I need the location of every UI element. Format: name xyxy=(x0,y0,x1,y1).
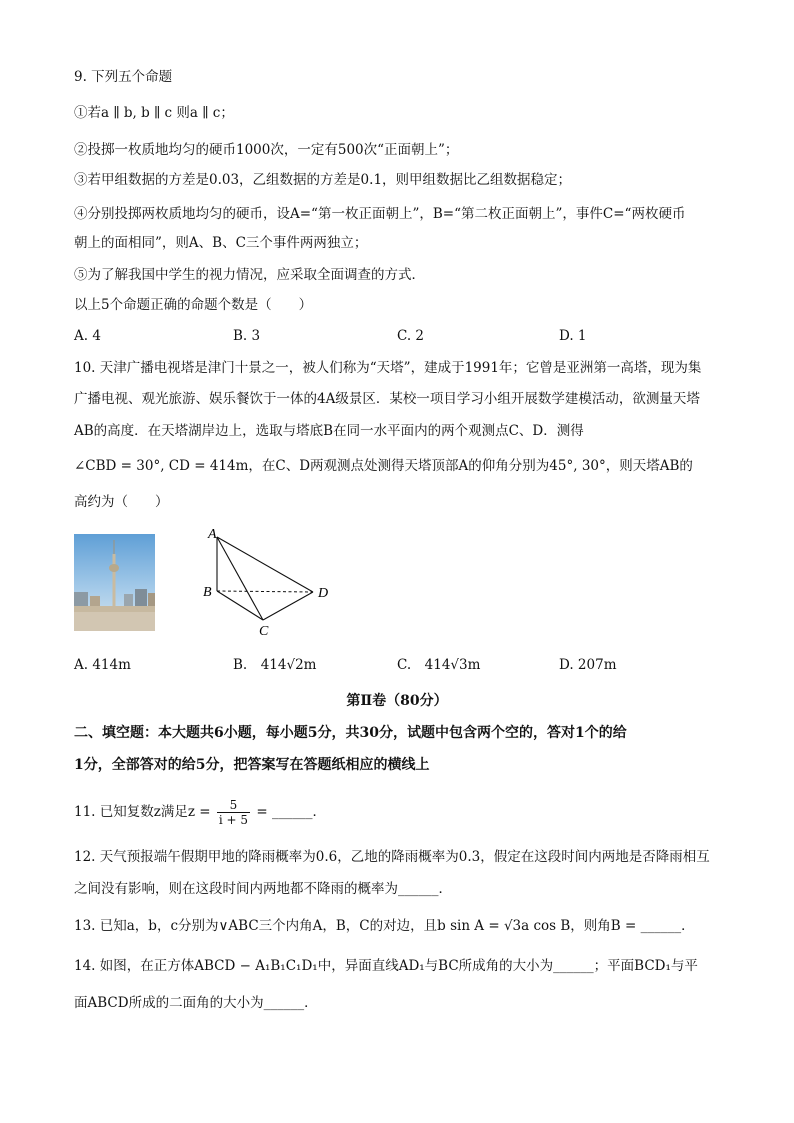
q10-option-b: B. 414√2m xyxy=(233,657,317,673)
q9-option-d: D. 1 xyxy=(559,328,587,344)
q9-option-c: C. 2 xyxy=(397,328,425,344)
q11-denominator: i + 5 xyxy=(218,813,249,827)
q10-option-a: A. 414m xyxy=(74,657,131,673)
vertex-d-label: D xyxy=(318,586,329,601)
q9-proposition-2: ②投掷一枚质地均匀的硬币1000次，一定有500次“正面朝上”； xyxy=(74,142,459,158)
q10-option-c: C. 414√3m xyxy=(397,657,481,673)
vertex-a-label: A xyxy=(208,527,217,542)
q10-option-d: D. 207m xyxy=(559,657,617,673)
q12-line-2: 之间没有影响，则在这段时间内两地都不降雨的概率为______． xyxy=(74,881,452,897)
q10-line-5: 高约为（ ） xyxy=(74,494,169,510)
q12-line-1: 12. 天气预报端午假期甲地的降雨概率为0.6，乙地的降雨概率为0.3，假定在这段时间内两地是否降雨相互 xyxy=(74,849,710,865)
question-11 xyxy=(74,795,326,829)
q11-fraction xyxy=(217,798,250,827)
q11-numerator: 5 xyxy=(217,798,250,813)
section-2-title: 第Ⅱ卷（80分） xyxy=(346,693,448,709)
tv-tower-photo xyxy=(74,534,155,631)
vertex-c-label: C xyxy=(259,624,269,639)
q9-proposition-4b: 朝上的面相同”，则A、B、C三个事件两两独立； xyxy=(74,235,368,251)
section-2-heading-line-2: 1分，全部答对的给5分，把答案写在答题纸相应的横线上 xyxy=(74,757,430,773)
q9-proposition-5: ⑤为了解我国中学生的视力情况，应采取全面调查的方式． xyxy=(74,267,425,283)
q9-ask: 以上5个命题正确的命题个数是（ ） xyxy=(74,297,313,313)
q14-line-2: 面ABCD所成的二面角的大小为______． xyxy=(74,995,318,1011)
q9-option-b: B. 3 xyxy=(233,328,261,344)
q10-line-2: 广播电视、观光旅游、娱乐餐饮于一体的4A级景区．某校一项目学习小组开展数学建模活动，欲测量天塔 xyxy=(74,391,700,407)
q14-line-1: 14. 如图，在正方体ABCD − A₁B₁C₁D₁中，异面直线AD₁与BC所成角的大小为______；平面BCD₁与平 xyxy=(74,958,698,974)
section-2-heading-line-1: 二、填空题：本大题共6小题，每小题5分，共30分，试题中包含两个空的，答对1个的给 xyxy=(74,725,627,741)
q10-line-4: ∠CBD = 30°, CD = 414m，在C、D两观测点处测得天塔顶部A的仰角分别为45°, 30°，则天塔AB的 xyxy=(74,458,693,474)
q11-prefix: 11. 已知复数z满足z = xyxy=(74,804,211,820)
pyramid-diagram xyxy=(195,520,345,645)
q9-stem: 9. 下列五个命题 xyxy=(74,69,173,85)
question-13: 13. 已知a，b，c分别为∨ABC三个内角A，B，C的对边，且b sin A = √3a cos B，则角B = ______． xyxy=(74,918,695,934)
q10-line-1: 10. 天津广播电视塔是津门十景之一，被人们称为“天塔”，建成于1991年；它曾是亚洲第一高塔，现为集 xyxy=(74,360,702,376)
q9-proposition-4a: ④分别投掷两枚质地均匀的硬币，设A=“第一枚正面朝上”，B=“第二枚正面朝上”，事件C=“两枚硬币 xyxy=(74,206,686,222)
q10-line-3: AB的高度．在天塔湖岸边上，选取与塔底B在同一水平面内的两个观测点C、D．测得 xyxy=(74,423,584,439)
vertex-b-label: B xyxy=(203,585,212,600)
q9-proposition-1: ①若a ∥ b, b ∥ c 则a ∥ c； xyxy=(74,105,234,121)
q11-suffix: = ______． xyxy=(256,804,326,820)
q9-option-a: A. 4 xyxy=(74,328,101,344)
q9-proposition-3: ③若甲组数据的方差是0.03，乙组数据的方差是0.1，则甲组数据比乙组数据稳定； xyxy=(74,172,572,188)
